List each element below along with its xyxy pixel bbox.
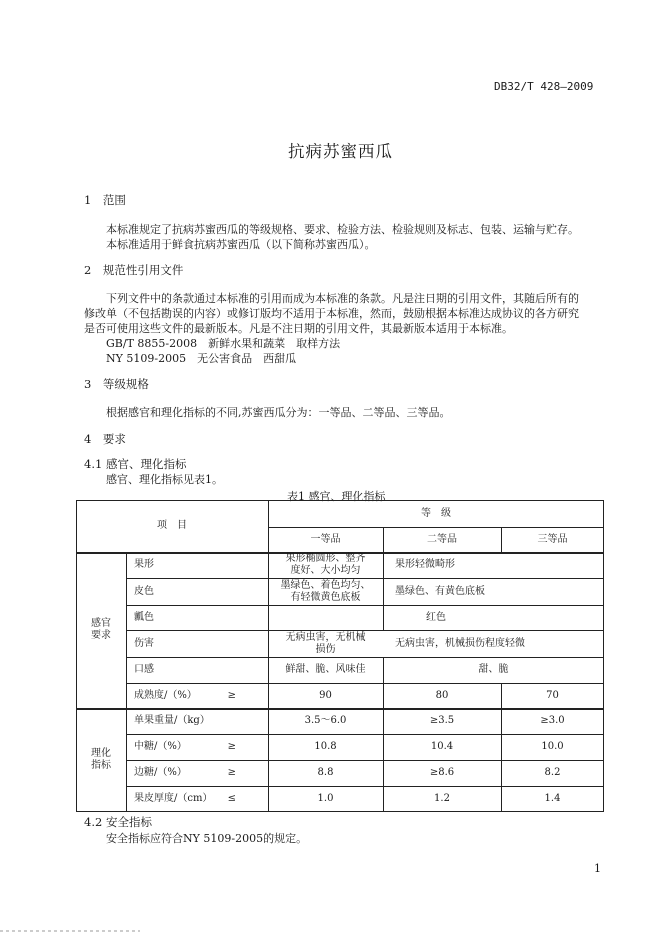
- skin-grade23: 墨绿色、有黄色底板: [395, 585, 485, 597]
- section-2-heading: 2 规范性引用文件: [84, 263, 184, 277]
- shape-grade1: 果形椭圆形、整齐 度好、大小均匀: [285, 553, 366, 576]
- rind-grade2: 1.2: [434, 793, 450, 804]
- document-title: 抗病苏蜜西瓜: [288, 142, 393, 161]
- scan-artifact: [0, 930, 140, 932]
- section-1-line-1: 本标准规定了抗病苏蜜西瓜的等级规格、要求、检验方法、检验规则及标志、包装、运输与贮存。: [106, 223, 579, 236]
- grade-header: 等 级: [421, 507, 451, 519]
- reference-gbt-8855: GB/T 8855-2008 新鲜水果和蔬菜 取样方法: [106, 337, 341, 350]
- grade-second-header: 二等品: [427, 533, 457, 545]
- row-name-weight: 单果重量/（kg）: [134, 715, 210, 726]
- row-name-damage: 伤害: [134, 637, 154, 649]
- indicator-table: [76, 500, 604, 812]
- table-caption: 表1 感官、理化指标: [287, 490, 386, 503]
- section-4-1-line: 感官、理化指标见表1。: [106, 473, 223, 486]
- section-4-heading: 4 要求: [84, 432, 126, 446]
- damage-grade1: 无病虫害，无机械 损伤: [285, 631, 366, 655]
- skin-grade1: 墨绿色、着色均匀、 有轻微黄色底板: [280, 579, 371, 603]
- edge-sugar-grade1: 8.8: [317, 767, 334, 778]
- section-4-1-heading: 4.1 感官、理化指标: [84, 457, 187, 471]
- row-name-rind: 果皮厚度/（cm） ≤: [134, 793, 236, 804]
- center-sugar-grade2: 10.4: [430, 741, 454, 752]
- row-name-taste: 口感: [134, 664, 154, 675]
- section-2-line-1: 下列文件中的条款通过本标准的引用而成为本标准的条款。凡是注日期的引用文件，其随后所有的: [106, 292, 579, 305]
- section-1-line-2: 本标准适用于鲜食抗病苏蜜西瓜（以下简称苏蜜西瓜）。: [106, 238, 376, 251]
- page-number: 1: [594, 862, 601, 875]
- row-name-skin: 皮色: [134, 585, 154, 597]
- center-sugar-grade3: 10.0: [541, 741, 564, 752]
- weight-grade3: ≥3.0: [540, 715, 565, 726]
- section-4-2-line: 安全指标应符合NY 5109-2005的规定。: [106, 832, 308, 845]
- row-name-ripeness: 成熟度/（%） ≥: [134, 689, 236, 701]
- section-1-heading: 1 范围: [84, 193, 126, 207]
- ripeness-grade2: 80: [435, 689, 449, 701]
- flesh-all-grades: 红色: [426, 611, 446, 623]
- row-name-flesh: 瓤色: [134, 611, 154, 623]
- center-sugar-grade1: 10.8: [314, 741, 337, 752]
- group-sensory: 感官 要求: [91, 618, 111, 641]
- section-4-2-heading: 4.2 安全指标: [84, 815, 152, 829]
- section-3-line-1: 根据感官和理化指标的不同,苏蜜西瓜分为：一等品、二等品、三等品。: [106, 406, 451, 419]
- shape-grade23: 果形轻微畸形: [395, 559, 455, 570]
- taste-grade23: 甜、脆: [478, 664, 509, 675]
- row-name-center-sugar: 中糖/（%） ≥: [134, 741, 236, 752]
- grade-first-header: 一等品: [310, 533, 341, 545]
- ripeness-grade3: 70: [546, 689, 559, 701]
- rind-grade1: 1.0: [317, 793, 334, 804]
- reference-ny-5109: NY 5109-2005 无公害食品 西甜瓜: [106, 352, 297, 365]
- section-2-line-2: 修改单（不包括勘误的内容）或修订版均不适用于本标准，然而，鼓励根据本标准达成协议的各方研究: [84, 307, 579, 320]
- weight-grade1: 3.5～6.0: [304, 715, 347, 726]
- ripeness-grade1: 90: [319, 689, 332, 701]
- item-header: 项 目: [157, 520, 187, 531]
- grade-third-header: 三等品: [537, 533, 568, 545]
- row-name-shape: 果形: [134, 559, 154, 570]
- edge-sugar-grade3: 8.2: [544, 767, 561, 778]
- taste-grade1: 鲜甜、脆、风味佳: [285, 664, 366, 675]
- damage-grade23: 无病虫害，机械损伤程度轻微: [395, 637, 525, 649]
- weight-grade2: ≥3.5: [429, 715, 455, 726]
- group-physchem: 理化 指标: [91, 748, 111, 771]
- rind-grade3: 1.4: [544, 793, 561, 804]
- section-3-heading: 3 等级规格: [84, 377, 149, 391]
- section-2-line-3: 是否可使用这些文件的最新版本。凡是不注日期的引用文件，其最新版本适用于本标准。: [84, 322, 513, 335]
- edge-sugar-grade2: ≥8.6: [429, 767, 455, 778]
- standard-code: DB32/T 428—2009: [494, 80, 594, 93]
- row-name-edge-sugar: 边糖/（%） ≥: [134, 767, 236, 778]
